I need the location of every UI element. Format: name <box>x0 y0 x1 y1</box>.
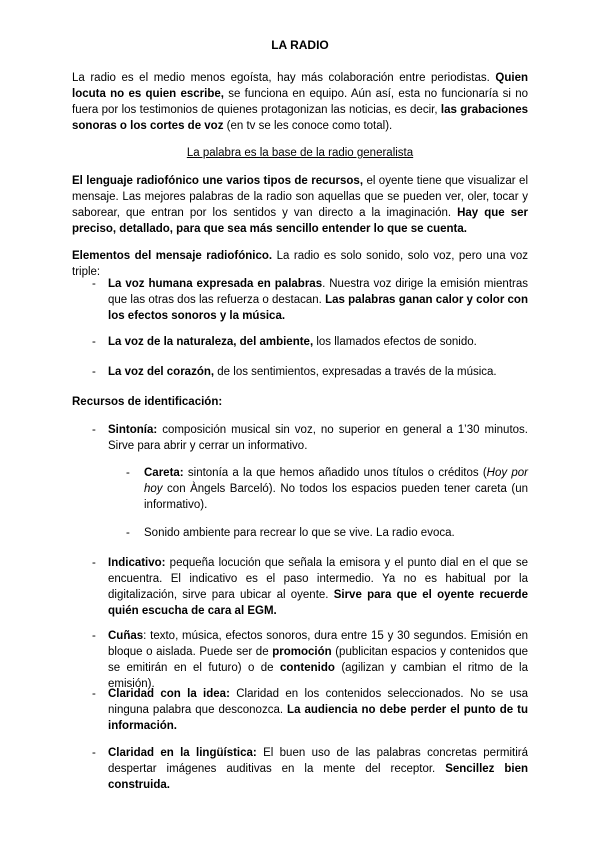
list-dash: - <box>92 366 96 378</box>
list-dash: - <box>92 747 96 759</box>
elementos-paragraph: Elementos del mensaje radiofónico. La radio es solo sonido, solo voz, pero una voz triple: <box>72 250 528 278</box>
list-dash: - <box>126 467 130 479</box>
list-dash: - <box>92 557 96 569</box>
list-dash: - <box>126 527 130 539</box>
list-item-text: Cuñas: texto, música, efectos sonoros, dura entre 15 y 30 segundos. Emisión en bloque o aislada. Puede ser de promoción (publicitan espacios y contenidos que se emitirán en el futuro) o de contenido (agilizan y cambian el ritmo de la emisión). <box>108 630 528 690</box>
list-item-text: Claridad en la lingüística: El buen uso de las palabras concretas permitirá despertar imágenes auditivas en la mente del receptor. Sencillez bien construida. <box>108 747 529 791</box>
list-item-text: Sonido ambiente para recrear lo que se vive. La radio evoca. <box>144 527 455 539</box>
page-title: LA RADIO <box>271 38 329 52</box>
list-dash: - <box>92 630 96 642</box>
section-subtitle: La palabra es la base de la radio generalista <box>186 147 414 159</box>
list-item-text: Indicativo: pequeña locución que señala la emisora y el punto dial en el que se encuentra. El indicativo es el paso intermedio. Ya no es habitual por la digitalización, sirve para ubicar al oyente. Sirve para que el oyente recuerde quién escucha de cara al EGM. <box>108 557 528 617</box>
list-item-text: La voz humana expresada en palabras. Nuestra voz dirige la emisión mientras que las otras dos las refuerza o destacan. Las palabras ganan calor y color con los efectos sonoros y la música. <box>108 278 528 322</box>
list-item-text: La voz de la naturaleza, del ambiente, los llamados efectos de sonido. <box>108 336 477 348</box>
list-item-text: Claridad con la idea: Claridad en los contenidos seleccionados. No se usa ninguna palabra que desconozca. La audiencia no debe perder el punto de tu información. <box>108 688 528 732</box>
intro-paragraph: La radio es el medio menos egoísta, hay más colaboración entre periodistas. Quien locuta no es quien escribe, se funciona en equipo. Aún así, esta no funcionaría si no fuera por los testimonios de quienes protagonizan las noticias, es decir, las grabaciones sonoras o los cortes de voz (en tv se les conoce como total). <box>72 72 529 132</box>
list-dash: - <box>92 424 96 436</box>
lenguaje-paragraph: El lenguaje radiofónico une varios tipos de recursos, el oyente tiene que visualizar el mensaje. Las mejores palabras de la radio son aquellas que se pueden ver, oler, tocar y saborear, que entran por los sentidos y van directo a la imaginación. Hay que ser preciso, detallado, para que sea más sencillo entender lo que se cuenta. <box>72 175 528 235</box>
list-item-text: Careta: sintonía a la que hemos añadido unos títulos o créditos (Hoy por hoy con Àngels Barceló). No todos los espacios pueden tener careta (un informativo). <box>144 467 528 511</box>
list-item-text: Sintonía: composición musical sin voz, no superior en general a 1’30 minutos. Sirve para abrir y cerrar un informativo. <box>108 424 528 452</box>
list-dash: - <box>92 688 96 700</box>
list-item-text: La voz del corazón, de los sentimientos, expresadas a través de la música. <box>108 366 497 378</box>
list-dash: - <box>92 278 96 290</box>
list-dash: - <box>92 336 96 348</box>
recursos-heading: Recursos de identificación: <box>72 396 223 408</box>
